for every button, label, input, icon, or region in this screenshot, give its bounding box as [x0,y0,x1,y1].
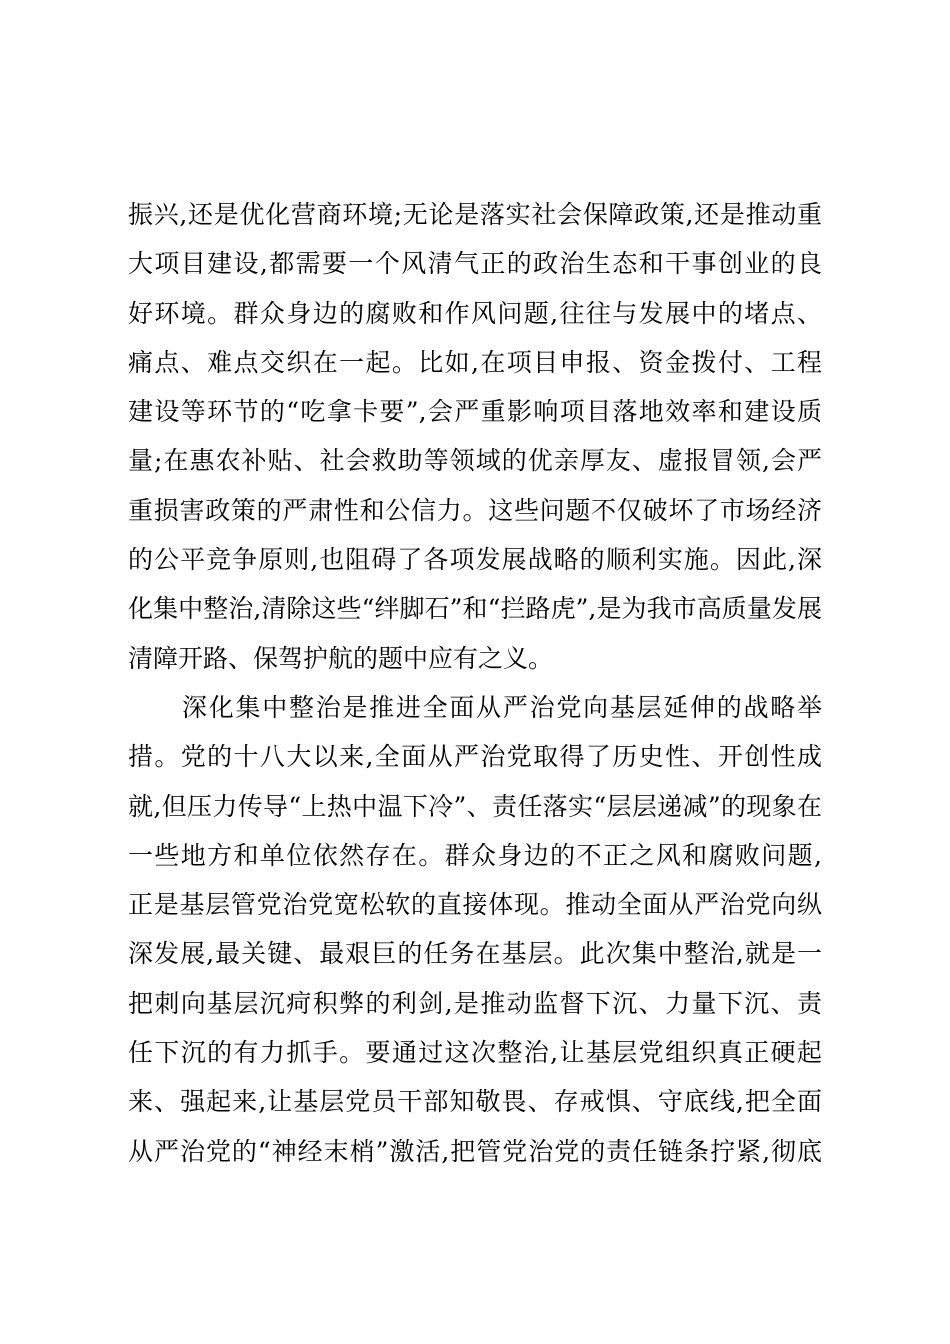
text-line: 量;在惠农补贴、社会救助等领域的优亲厚友、虚报冒领,会严 [128,446,822,476]
text-line: 痛点、难点交织在一起。比如,在项目申报、资金拨付、工程 [128,347,822,377]
text-line: 正是基层管党治党宽松软的直接体现。推动全面从严治党向纵 [128,890,822,920]
text-line: 的公平竞争原则,也阻碍了各项发展战略的顺利实施。因此,深 [128,545,822,575]
text-line: 大项目建设,都需要一个风清气正的政治生态和干事创业的良 [128,249,822,279]
text-line: 任下沉的有力抓手。要通过这次整治,让基层党组织真正硬起 [128,1038,822,1068]
text-line: 化集中整治,清除这些“绊脚石”和“拦路虎”,是为我市高质量发展 [128,594,822,624]
text-line: 清障开路、保驾护航的题中应有之义。 [128,643,554,673]
text-line: 振兴,还是优化营商环境;无论是落实社会保障政策,还是推动重 [128,200,822,229]
text-line: 好环境。群众身边的腐败和作风问题,往往与发展中的堵点、 [128,298,822,328]
text-line: 建设等环节的“吃拿卡要”,会严重影响项目落地效率和建设质 [128,397,822,427]
body-text [128,190,822,1176]
paragraph-2 [128,683,822,1176]
text-line: 深发展,最关键、最艰巨的任务在基层。此次集中整治,就是一 [128,939,822,969]
text-line: 一些地方和单位依然存在。群众身边的不正之风和腐败问题, [128,840,822,870]
text-line: 就,但压力传导“上热中温下冷”、责任落实“层层递减”的现象在 [128,791,822,821]
text-line: 措。党的十八大以来,全面从严治党取得了历史性、开创性成 [128,742,822,772]
text-line: 把刺向基层沉疴积弊的利剑,是推动监督下沉、力量下沉、责 [128,988,822,1018]
text-line: 从严治党的“神经末梢”激活,把管党治党的责任链条拧紧,彻底 [128,1136,822,1166]
text-line: 深化集中整治是推进全面从严治党向基层延伸的战略举 [182,692,822,722]
paragraph-1 [128,190,822,683]
text-line: 重损害政策的严肃性和公信力。这些问题不仅破坏了市场经济 [128,495,822,525]
text-line: 来、强起来,让基层党员干部知敬畏、存戒惧、守底线,把全面 [128,1087,822,1117]
